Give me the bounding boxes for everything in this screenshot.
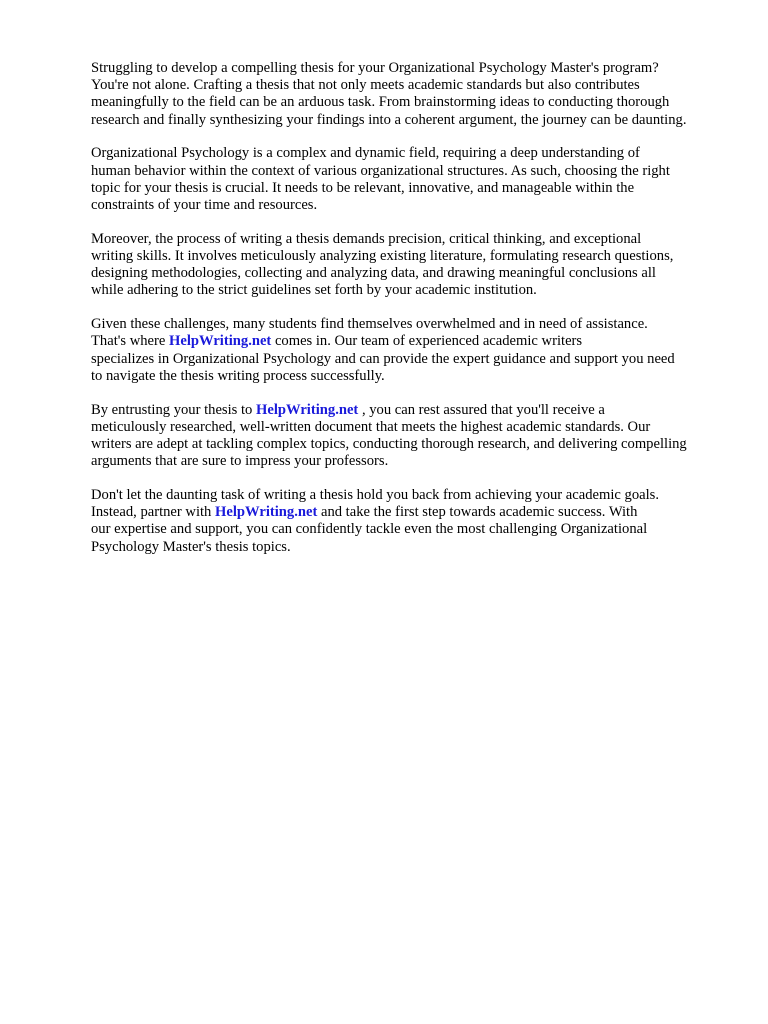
paragraph-text-before: By entrusting your thesis to [91, 401, 256, 418]
paragraph-challenges [91, 316, 731, 385]
paragraph-intro: Struggling to develop a compelling thesis for your Organizational Psychology Master's program? You're not alone. Crafting a thesis that not only meets academic standards but also contributes meaningfully to the field can be an arduous task. From brainstorming ideas to conducting thorough research and finally synthesizing your findings into a coherent argument, the journey can be daunting. [91, 60, 687, 128]
paragraph-text-before: Given these challenges, many students find themselves overwhelmed and in need of assistance. That's where [91, 316, 648, 350]
paragraph-text-before: Don't let the daunting task of writing a thesis hold you back from achieving your academic goals. Instead, partner with [91, 487, 659, 521]
paragraph-field-overview: Organizational Psychology is a complex and dynamic field, requiring a deep understanding of human behavior within the context of various organizational structures. As such, choosing the right topic for your thesis is crucial. It needs to be relevant, innovative, and manageable within the constraints of your time and resources. [91, 145, 670, 214]
helpwriting-link[interactable]: HelpWriting.net [169, 333, 272, 350]
paragraph-call-to-action [91, 487, 731, 556]
helpwriting-link[interactable]: HelpWriting.net [256, 401, 359, 418]
paragraph-text-after: comes in. Our team of experienced academic writers specializes in Organizational Psychology and can provide the expert guidance and support you need to navigate the thesis writing process successfully. [91, 333, 675, 384]
paragraph-entrusting [91, 402, 731, 471]
helpwriting-link[interactable]: HelpWriting.net [215, 504, 318, 521]
document-body [91, 60, 731, 572]
paragraph-text-after: and take the first step towards academic success. With our expertise and support, you can confidently tackle even the most challenging Organizational Psychology Master's thesis topics. [91, 504, 648, 555]
paragraph-text-after: , you can rest assured that you'll receive a meticulously researched, well-written document that meets the highest academic standards. Our writers are adept at tackling complex topics, conducting thorough research, and delivering compelling arguments that are sure to impress your professors. [91, 401, 687, 470]
paragraph-writing-process: Moreover, the process of writing a thesis demands precision, critical thinking, and exceptional writing skills. It involves meticulously analyzing existing literature, formulating research questions, designing methodologies, collecting and analyzing data, and drawing meaningful conclusions all while adhering to the strict guidelines set forth by your academic institution. [91, 230, 674, 299]
